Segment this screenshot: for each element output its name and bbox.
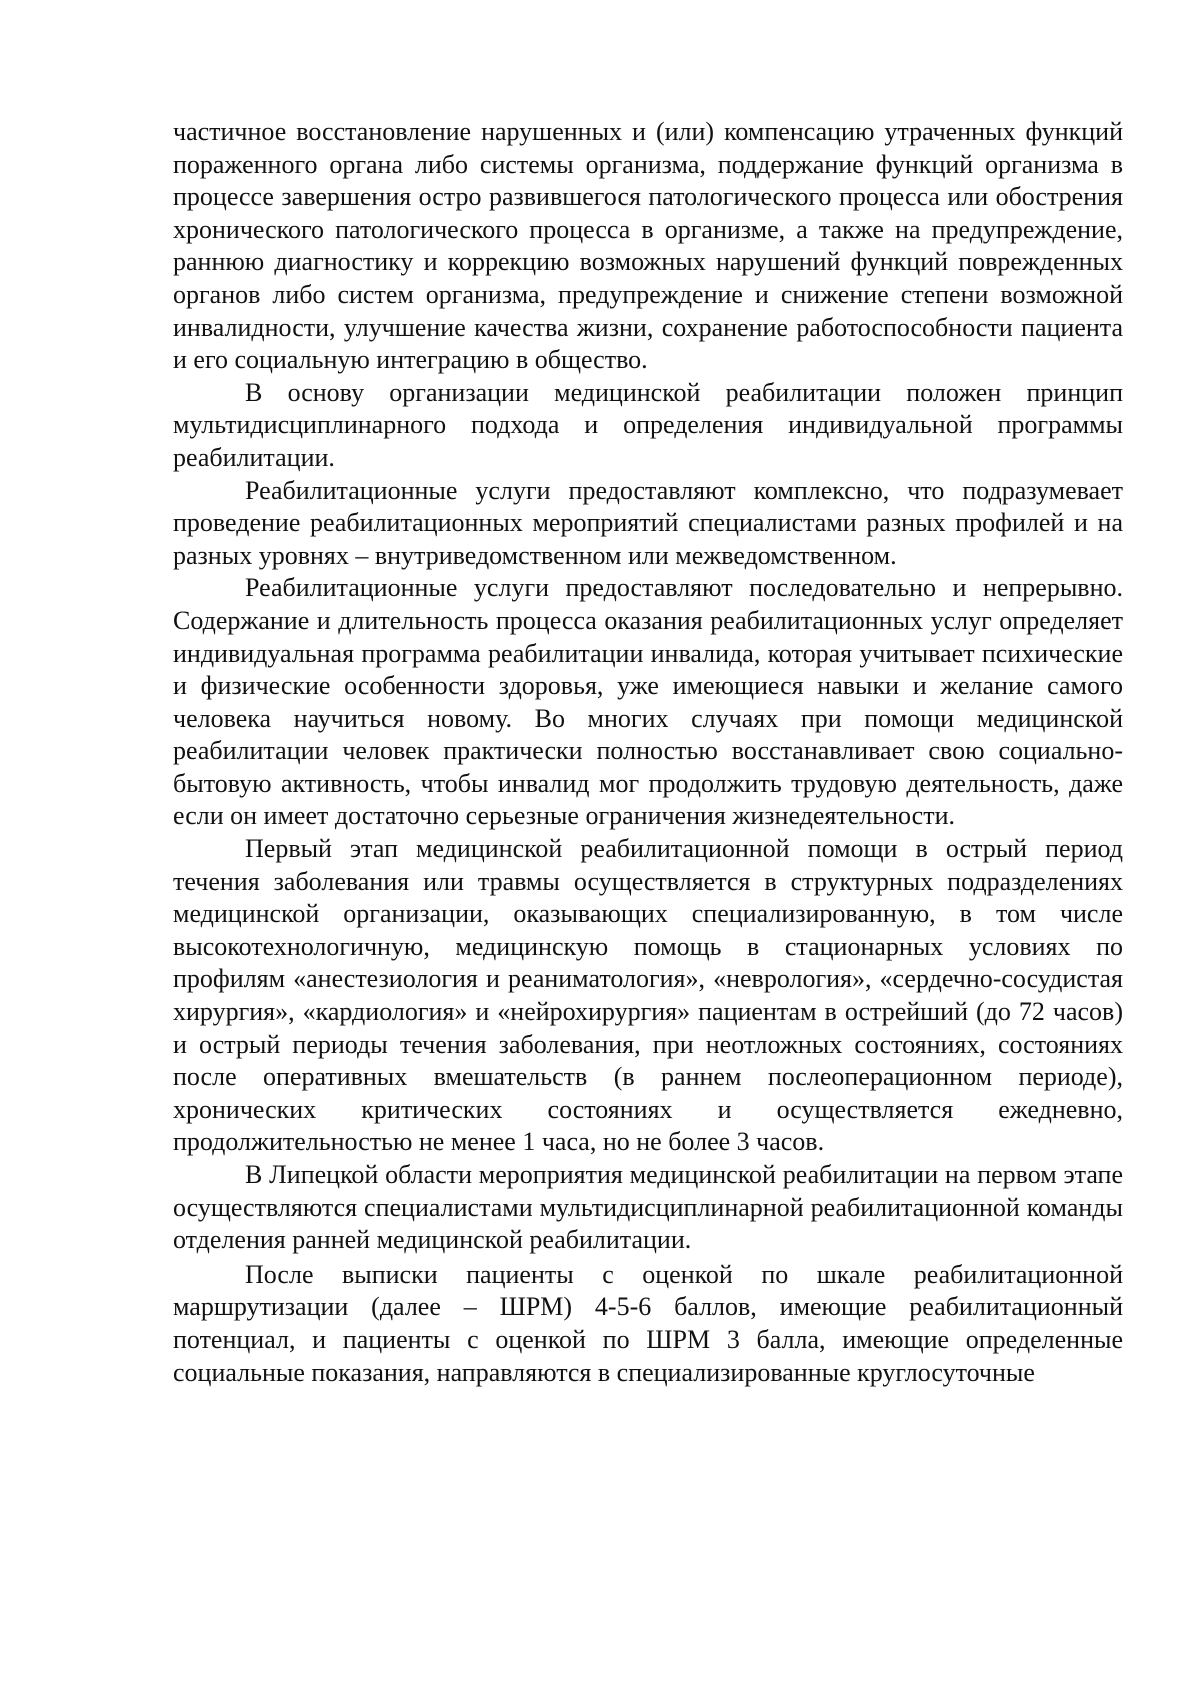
paragraph-continuous-services: Реабилитационные услуги предоставляют последовательно и непрерывно. Содержание и длительность процесса оказания реабилитационных услуг определяет индивидуальная программа реабилитации инвалида, которая учитывает психические и физические особенности здоровья, уже имеющиеся навыки и желание самого человека научиться новому. Во многих случаях при помощи медицинской реабилитации человек практически полностью восстанавливает свою социально-бытовую активность, чтобы инвалид мог продолжить трудовую деятельность, даже если он имеет достаточно серьезные ограничения жизнедеятельности. (173, 573, 1123, 831)
paragraph-multidisciplinary-principle: В основу организации медицинской реабилитации положен принцип мультидисциплинарного подхода и определения индивидуальной программы реабилитации. (173, 377, 1123, 472)
paragraph-rehabilitation-goals: частичное восстановление нарушенных и (или) компенсацию утраченных функций пораженного органа либо системы организма, поддержание функций организма в процессе завершения остро развившегося патологического процесса или обострения хронического патологического процесса в организме, а также на предупреждение, раннюю диагностику и коррекцию возможных нарушений функций поврежденных органов либо систем организма, предупреждение и снижение степени возможной инвалидности, улучшение качества жизни, сохранение работоспособности пациента и его социальную интеграцию в общество. (173, 117, 1123, 375)
paragraph-after-discharge: После выписки пациенты с оценкой по шкале реабилитационной маршрутизации (далее – ШРМ) 4-5-6 баллов, имеющие реабилитационный потенциал, и пациенты с оценкой по ШРМ 3 балла, имеющие определенные социальные показания, направляются в специализированные круглосуточные (173, 1259, 1123, 1387)
paragraph-first-stage: Первый этап медицинской реабилитационной помощи в острый период течения заболевания или травмы осуществляется в структурных подразделениях медицинской организации, оказывающих специализированную, в том числе высокотехнологичную, медицинскую помощь в стационарных условиях по профилям «анестезиология и реаниматология», «неврология», «сердечно-сосудистая хирургия», «кардиология» и «нейрохирургия» пациентам в острейший (до 72 часов) и острый периоды течения заболевания, при неотложных состояниях, состояниях после оперативных вмешательств (в раннем послеоперационном периоде), хронических критических состояниях и осуществляется ежедневно, продолжительностью не менее 1 часа, но не более 3 часов. (173, 834, 1123, 1157)
paragraph-complex-services: Реабилитационные услуги предоставляют комплексно, что подразумевает проведение реабилитационных мероприятий специалистами разных профилей и на разных уровнях – внутриведомственном или межведомственном. (173, 475, 1123, 570)
paragraph-lipetsk-region: В Липецкой области мероприятия медицинской реабилитации на первом этапе осуществляются специалистами мультидисциплинарной реабилитационной команды отделения ранней медицинской реабилитации. (173, 1160, 1123, 1255)
document-body (173, 116, 1123, 1389)
